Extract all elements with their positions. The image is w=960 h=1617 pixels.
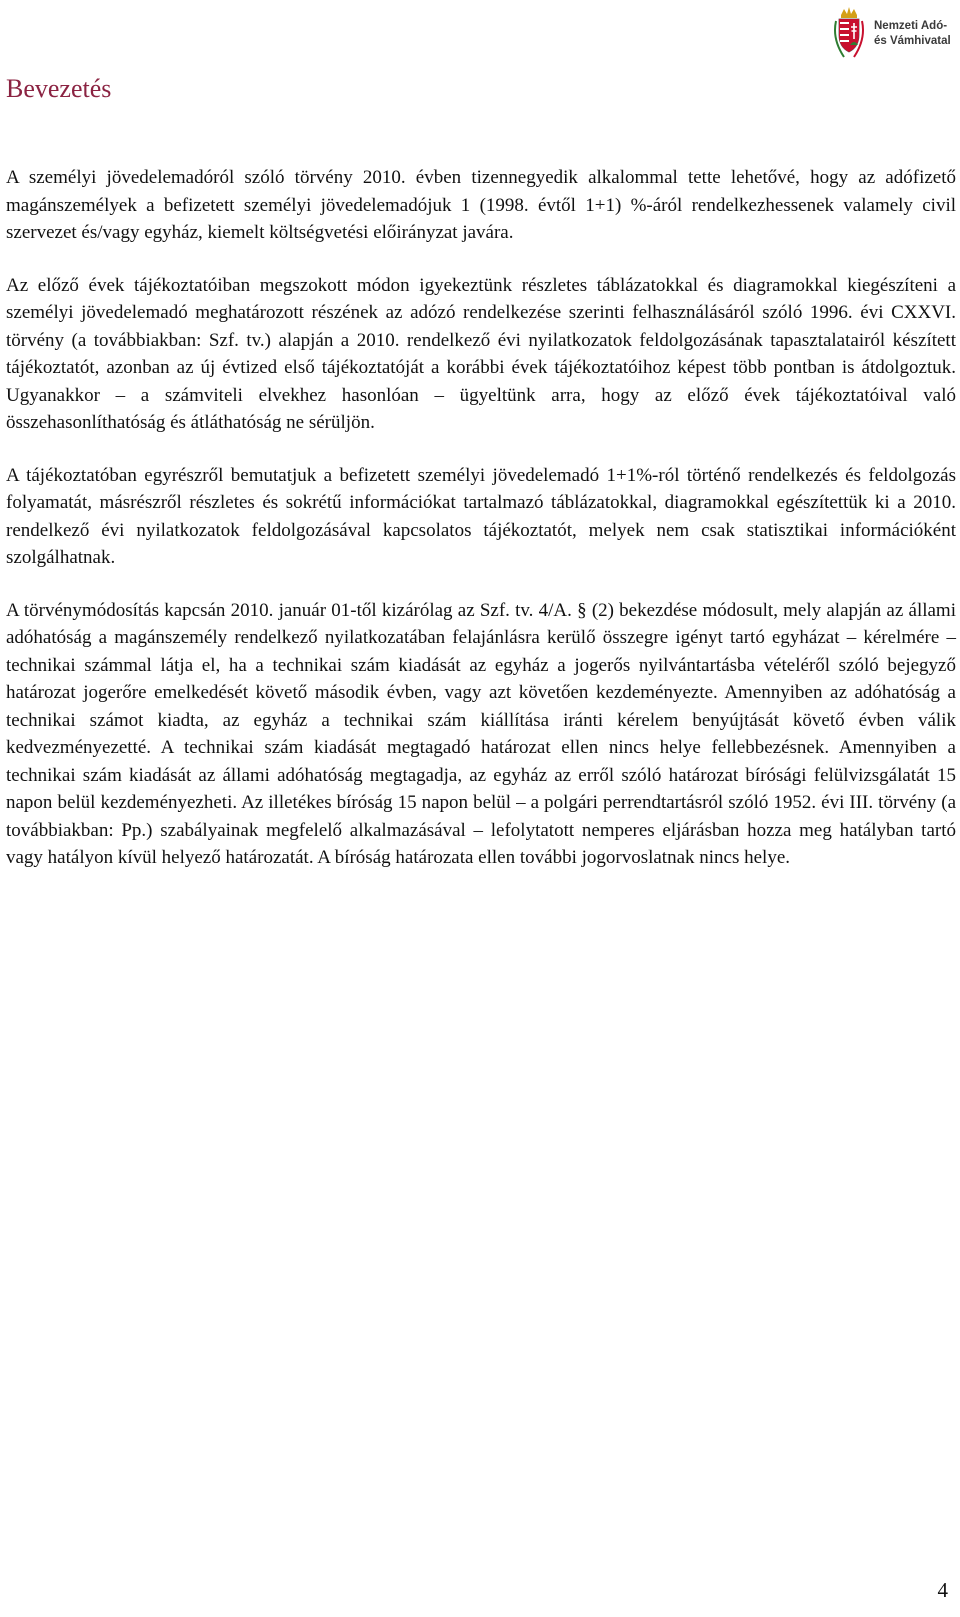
paragraph-previous-years: Az előző évek tájékoztatóiban megszokott módon igyekeztünk részletes táblázatokkal és diagramokkal kiegészíteni a személyi jövedelemadó meghatározott részének az adózó rendelkezése szerinti felhasználásáról szóló 1996. évi CXXVI. törvény (a továbbiakban: Szf. tv.) alapján a 2010. rendelkező évi nyilatkozatok feldolgozásának tapasztalatairól készített tájékoztatót, azonban az új évtized első tájékoztatóját a korábbi évek tájékoztatóihoz képest több pontban is átdolgoztuk. Ugyanakkor – a számviteli elvekhez hasonlóan – ügyeltünk arra, hogy az előző évek tájékoztatóival való összehasonlíthatóság és átláthatóság ne sérüljön. <box>6 274 956 433</box>
page-number: 4 <box>937 1578 948 1602</box>
paragraph-law-amendment: A törvénymódosítás kapcsán 2010. január 01-től kizárólag az Szf. tv. 4/A. § (2) bekezdése módosult, mely alapján az állami adóhatóság a magánszemély rendelkező nyilatkozatában felajánlásra kerülő összegre igényt tartó egyházat – kérelmére – technikai számmal látja el, ha a technikai szám kiadását az egyház a jogerős nyilvántartásba vételéről szóló bejegyző határozat jogerőre emelkedését követő második évben, vagy azt követően kezdeményezte. Amennyiben az adóhatóság a technikai számot kiadta, az egyház a technikai szám kiállítása iránti kérelem benyújtását követő évben válik kedvezményezetté. A technikai szám kiadását megtagadó határozat ellen nincs helye fellebbezésnek. Amennyiben a technikai szám kiadását az állami adóhatóság megtagadja, az egyház az erről szóló határozat bírósági felülvizsgálatát 15 napon belül kezdeményezheti. Az illetékes bíróság 15 napon belül – a polgári perrendtartásról szóló 1952. évi III. törvény (a továbbiakban: Pp.) szabályainak megfelelő alkalmazásával – lefolytatott nemperes eljárásban hozza meg hatályban tartó vagy hatályon kívül helyező határozatát. A bíróság határozata ellen további jogorvoslatnak nincs helye. <box>6 599 956 868</box>
hungarian-coat-of-arms-icon <box>832 5 866 63</box>
logo-line-1: Nemzeti Adó- <box>874 20 948 32</box>
header-logo <box>832 5 954 63</box>
logo-line-2: és Vámhivatal <box>874 35 951 47</box>
paragraph-overview: A tájékoztatóban egyrészről bemutatjuk a befizetett személyi jövedelemadó 1+1%-ról történő rendelkezés és feldolgozás folyamatát, másrészről részletes és sokrétű információkat tartalmazó táblázatokkal, diagramokkal egészítettük ki a 2010. rendelkező évi nyilatkozatok feldolgozásával kapcsolatos tájékoztatót, melyek nem csak statisztikai információként szolgálhatnak. <box>6 464 956 568</box>
page-title: Bevezetés <box>6 74 112 103</box>
logo-wordmark <box>874 19 954 49</box>
paragraph-intro: A személyi jövedelemadóról szóló törvény 2010. évben tizennegyedik alkalommal tette lehetővé, hogy az adófizető magánszemélyek a befizetett személyi jövedelemadójuk 1 (1998. évtől 1+1) %-áról rendelkezhessenek valamely civil szervezet és/vagy egyház, kiemelt költségvetési előirányzat javára. <box>6 167 956 243</box>
body-text <box>6 164 956 872</box>
